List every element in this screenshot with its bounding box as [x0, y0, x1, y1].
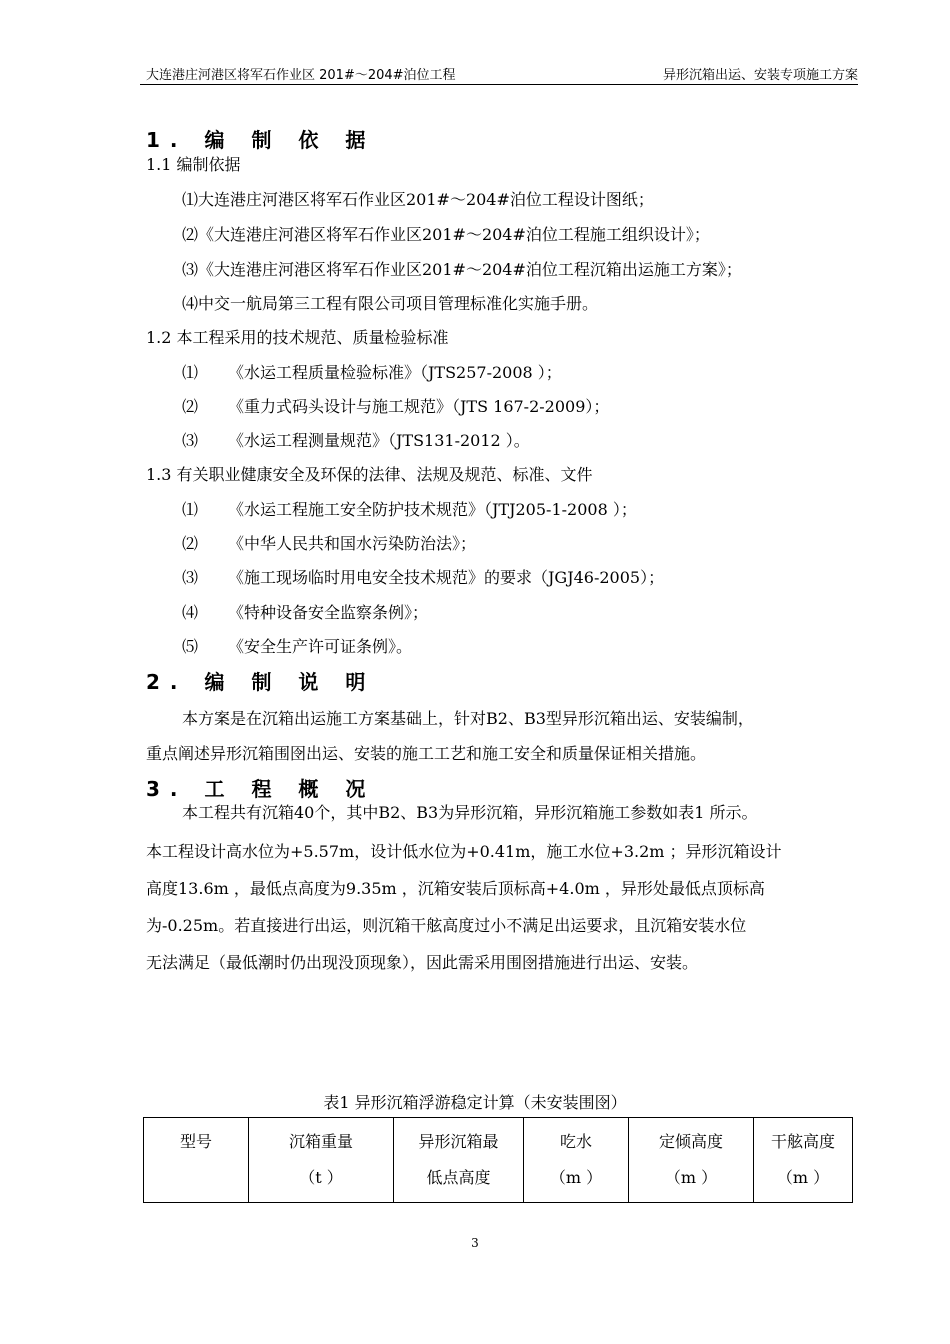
- sec3-line-5: 无法满足（最低潮时仍出现没顶现象），因此需采用围囹措施进行出运、安装。: [146, 953, 699, 972]
- sec3-line-2: 本工程设计高水位为+5.57m，设计低水位为+0.41m，施工水位+3.2m ；异形沉箱设计: [146, 842, 782, 861]
- spec-item-1-num: ⑴: [182, 363, 199, 382]
- sec2-line-1: 本方案是在沉箱出运施工方案基础上，针对B2、B3型异形沉箱出运、安装编制，: [182, 709, 754, 728]
- header-right: 异形沉箱出运、安装专项施工方案: [662, 68, 858, 83]
- law-item-1: 《水运工程施工安全防护技术规范》（JTJ205-1-2008 ）；: [228, 500, 637, 519]
- header-cell: 干舷高度 （m ）: [754, 1118, 853, 1203]
- subsection-1-2: 1.2 本工程采用的技术规范、质量检验标准: [146, 328, 449, 347]
- subsection-1-1: 1.1 编制依据: [146, 155, 241, 174]
- spec-item-2: 《重力式码头设计与施工规范》（JTS 167-2-2009）；: [228, 397, 610, 416]
- table-caption: 表1 异形沉箱浮游稳定计算（未安装围囹）: [323, 1093, 627, 1112]
- basis-item-1: ⑴大连港庄河港区将军石作业区201#～204#泊位工程设计图纸；: [182, 190, 654, 209]
- table-header-row: [144, 1118, 853, 1203]
- stability-table: [143, 1117, 853, 1203]
- header-cell: 异形沉箱最 低点高度: [394, 1118, 524, 1203]
- law-item-4: 《特种设备安全监察条例》；: [228, 603, 429, 622]
- header-left: 大连港庄河港区将军石作业区 201#～204#泊位工程: [146, 68, 456, 83]
- header-cell: 定倾高度 （m ）: [629, 1118, 754, 1203]
- spec-item-1: 《水运工程质量检验标准》（JTS257-2008 ）；: [228, 363, 562, 382]
- basis-item-2: ⑵《大连港庄河港区将军石作业区201#～204#泊位工程施工组织设计》；: [182, 225, 710, 244]
- basis-item-4: ⑷中交一航局第三工程有限公司项目管理标准化实施手册。: [182, 294, 599, 313]
- law-item-2-num: ⑵: [182, 534, 199, 553]
- law-item-3-num: ⑶: [182, 568, 199, 587]
- header-cell: 型号: [144, 1118, 249, 1203]
- basis-item-3: ⑶《大连港庄河港区将军石作业区201#～204#泊位工程沉箱出运施工方案》；: [182, 260, 742, 279]
- header-divider: [140, 84, 858, 85]
- sec2-line-2: 重点阐述异形沉箱围囹出运、安装的施工工艺和施工安全和质量保证相关措施。: [146, 744, 707, 763]
- spec-item-2-num: ⑵: [182, 397, 199, 416]
- section-3-title: 3. 工 程 概 况: [146, 777, 376, 801]
- law-item-3: 《施工现场临时用电安全技术规范》的要求（JGJ46-2005）；: [228, 568, 665, 587]
- header-cell: 吃水 （m ）: [524, 1118, 629, 1203]
- sec3-line-1: 本工程共有沉箱40个，其中B2、B3为异形沉箱，异形沉箱施工参数如表1 所示。: [182, 803, 758, 822]
- law-item-1-num: ⑴: [182, 500, 199, 519]
- section-2-title: 2. 编 制 说 明: [146, 670, 376, 694]
- law-item-4-num: ⑷: [182, 603, 199, 622]
- subsection-1-3: 1.3 有关职业健康安全及环保的法律、法规及规范、标准、文件: [146, 465, 593, 484]
- law-item-5: 《安全生产许可证条例》。: [228, 637, 413, 656]
- sec3-line-4: 为-0.25m。若直接进行出运，则沉箱干舷高度过小不满足出运要求，且沉箱安装水位: [146, 916, 747, 935]
- page-number: 3: [471, 1236, 479, 1250]
- law-item-5-num: ⑸: [182, 637, 199, 656]
- section-1-title: 1. 编 制 依 据: [146, 128, 376, 152]
- spec-item-3-num: ⑶: [182, 431, 199, 450]
- sec3-line-3: 高度13.6m ，最低点高度为9.35m ，沉箱安装后顶标高+4.0m ，异形处最低点顶标高: [146, 879, 765, 898]
- header-cell: 沉箱重量 （t ）: [249, 1118, 394, 1203]
- spec-item-3: 《水运工程测量规范》（JTS131-2012 ）。: [228, 431, 530, 450]
- law-item-2: 《中华人民共和国水污染防治法》；: [228, 534, 477, 553]
